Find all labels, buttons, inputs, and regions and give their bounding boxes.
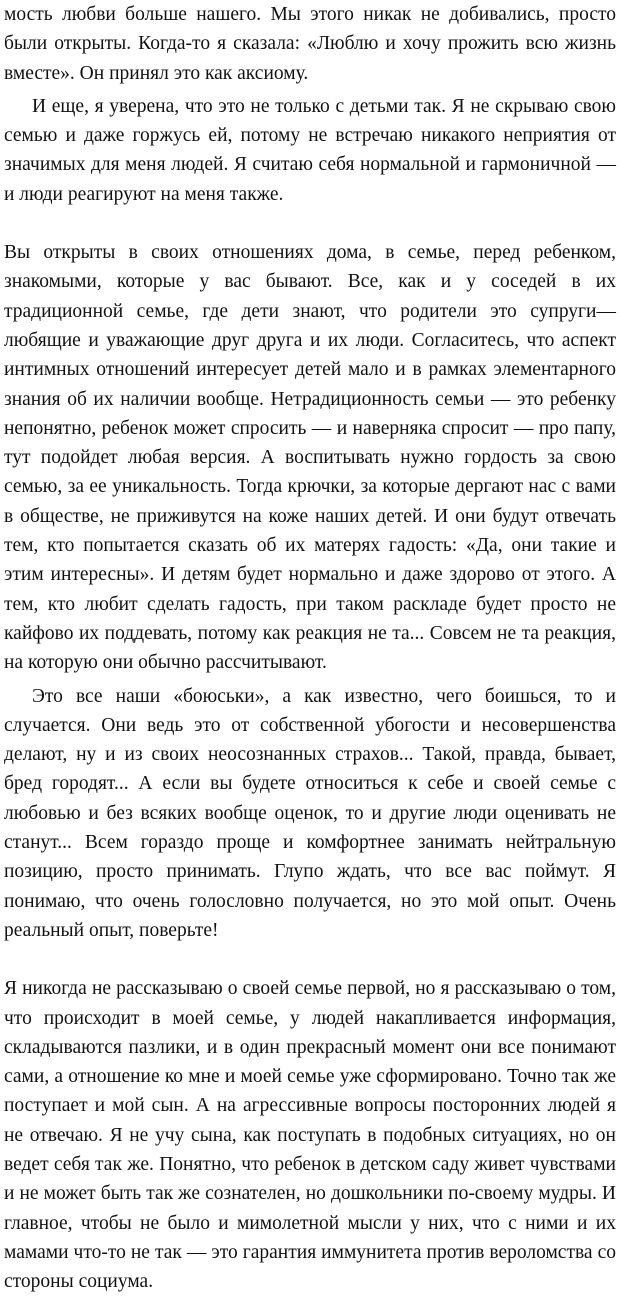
paragraph-2: И еще, я уверена, что это не только с детьми так. Я не скрываю свою семью и даже горжусь ей, потому не встречаю никакого неприятия от значимых для меня людей. Я считаю себя нормальной и гармоничной — и люди реагируют на меня также. [4,95,616,205]
paragraph-1: мость любви больше нашего. Мы этого никак не добивались, просто были открыты. Когда-то я сказала: «Люблю и хочу прожить всю жизнь вместе». Он принял это как аксиому. [4,4,616,84]
text-section-3 [4,974,616,1296]
section-gap [4,945,616,974]
paragraph-4: Это все наши «боюськи», а как известно, чего боишься, то и случается. Они ведь это от собственной убогости и несовершенства делают, ну и из своих неосознанных страхов... Такой, правда, бывает, бред городят... А если вы будете относиться к себе и своей семье с любовью и без всяких вообще оценок, то и другие люди оценивать не станут... Всем гораздо проще и комфортнее занимать нейтральную позицию, просто принимать. Глупо ждать, что все вас поймут. Я понимаю, что очень голословно получается, но это мой опыт. Очень реальный опыт, поверьте! [4,685,616,941]
paragraph-5: Я никогда не рассказываю о своей семье первой, но я рассказываю о том, что происходит в моей семье, у людей накапливается информация, складываются пазлики, и в один прекрасный момент они все понимают сами, а отношение ко мне и моей семье уже сформировано. Точно так же поступает и мой сын. А на агрессивные вопросы посторонних людей я не отвечаю. Я не учу сына, как поступать в подобных ситуациях, но он ведет себя так же. Понятно, что ребенок в детском саду живет чувствами и не может быть так же сознателен, но дошкольники по-своему мудры. И главное, чтобы не было и мимолетной мысли у них, что с ними и их мамами что-то не так — это гарантия иммунитета против вероломства со стороны социума. [4,978,616,1293]
text-section-2 [4,238,616,945]
text-section-1 [4,0,616,209]
section-gap [4,209,616,238]
paragraph-3: Вы открыты в своих отношениях дома, в семье, перед ребенком, знакомыми, которые у вас бывают. Все, как и у соседей в их традиционной семье, где дети знают, что родители это супруги—любящие и уважающие друг друга и их люди. Согласитесь, что аспект интимных отношений интересует детей мало и в рамках элементарного знания об их наличии вообще. Нетрадиционность семьи — это ребенку непонятно, ребенок может спросить — и наверняка спросит — про папу, тут подойдет любая версия. А воспитывать нужно гордость за свою семью, за ее уникальность. Тогда крючки, за которые дергают нас с вами в обществе, не приживутся на коже наших детей. И они будут отвечать тем, кто попытается сказать об их матерях гадость: «Да, они такие и этим интересны». И детям будет нормально и даже здорово от этого. А тем, кто любит сделать гадость, при таком раскладе будет просто не кайфово их поддевать, потому как реакция не та... Совсем не та реакция, на которую они обычно рассчитывают. [4,242,616,674]
